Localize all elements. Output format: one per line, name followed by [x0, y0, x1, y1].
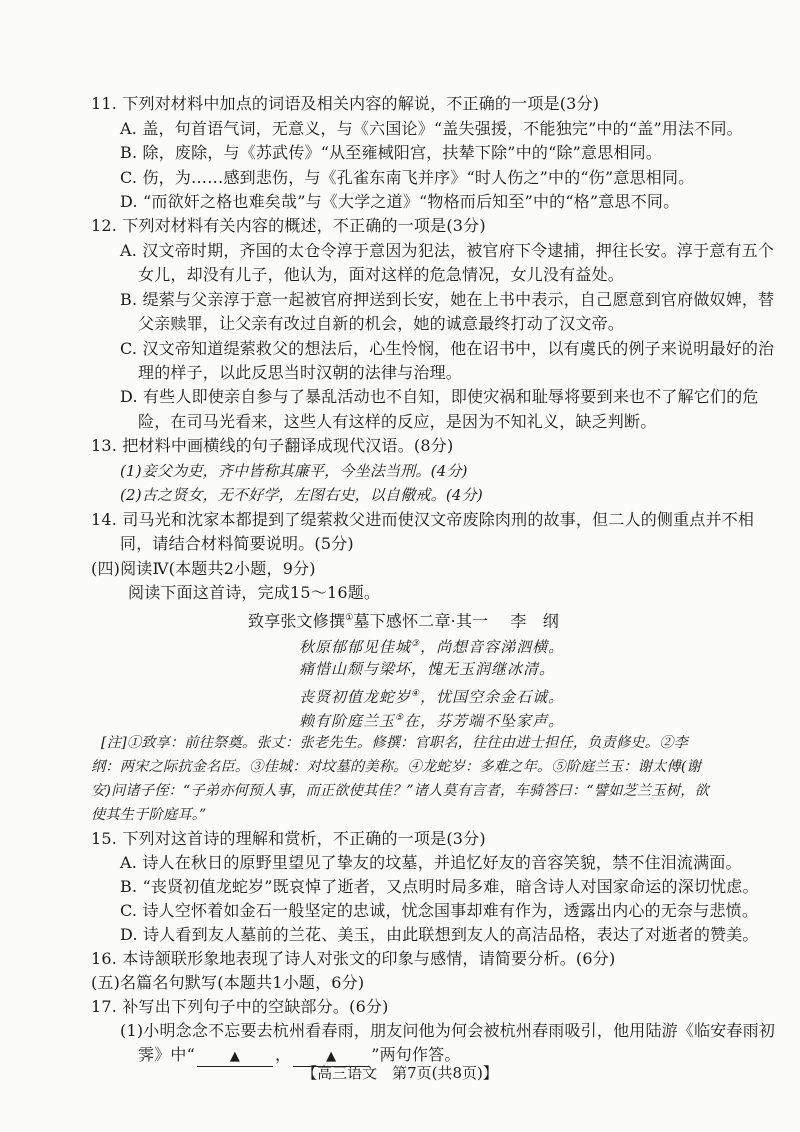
q17-quote-close: ”两句作答。 [371, 1045, 461, 1064]
q15-stem: 15. 下列对这首诗的理解和赏析，不正确的一项是(3分) [91, 829, 486, 848]
poem-title [248, 607, 559, 632]
q14-line2: 同，请结合材料简要说明。(5分) [120, 534, 354, 553]
blank-marker-icon: ▲ [326, 1049, 337, 1064]
q15-option-d: D. 诗人看到友人墓前的兰花、美玉，由此联想到友人的高洁品格，表达了对逝者的赞美。 [120, 925, 759, 944]
poem-line-4-note: ⑤ [395, 713, 405, 723]
poem-line-3-b: ，忧国空余金石诚。 [420, 688, 565, 706]
q11-option-d: D. “而欲奸之格也难矣哉”与《大学之道》“物格而后知至”中的“格”意思不同。 [120, 192, 680, 211]
q14-line1: 14. 司马光和沈家本都提到了缇萦救父进而使汉文帝废除肉刑的故事，但二人的侧重点并不相 [91, 510, 755, 529]
poem-note-line2: 纲：两宋之际抗金名臣。③佳城：对坟墓的美称。④龙蛇岁：多难之年。⑤阶庭兰玉：谢太傅(谢 [91, 759, 702, 775]
poem-line-3 [299, 683, 564, 708]
q15-option-c: C. 诗人空怀着如金石一般坚定的忠诚，忧念国事却难有作为，透露出内心的无奈与悲愤。 [120, 901, 759, 920]
q11-option-c: C. 伤，为……感到悲伤，与《孔雀东南飞并序》“时人伤之”中的“伤”意思相同。 [120, 168, 695, 187]
q13-sentence-2: (2)古之贤女，无不好学，左图右史，以自儆戒。(4分) [120, 486, 483, 504]
poem-line-1-b: ，尚想音容涕泗横。 [420, 638, 565, 656]
q11-option-b: B. 除，废除，与《苏武传》“从至雍棫阳宫，扶辇下除”中的“除”意思相同。 [120, 143, 663, 162]
q15-option-a: A. 诗人在秋日的原野里望见了挚友的坟墓，并追忆好友的音容笑貌，禁不住泪流满面。 [120, 853, 742, 872]
poem-title-rest: 墓下感怀二章·其一 [353, 611, 489, 631]
poem-line-4-b: 在，芬芳端不坠家声。 [404, 712, 565, 730]
q17-comma: ， [274, 1045, 292, 1064]
q13-stem: 13. 把材料中画横线的句子翻译成现代汉语。(8分) [91, 436, 454, 455]
poem-line-1-a: 秋原郁郁见佳城 [299, 638, 412, 656]
q12-option-c-line2: 理的样子，以此反思当时汉朝的法律与治理。 [138, 363, 463, 382]
poem-line-1 [299, 633, 564, 658]
poem-title-note-mark: ① [345, 613, 354, 623]
poem-line-4 [299, 707, 564, 732]
q12-option-b-line2: 父亲赎罪，让父亲有改过自新的机会，她的诚意最终打动了汉文帝。 [138, 314, 625, 333]
poem-line-3-a: 丧贤初值龙蛇岁 [299, 688, 412, 706]
q12-option-a-line2: 女儿，却没有儿子，他认为，面对这样的危急情况，女儿没有益处。 [138, 265, 625, 284]
poem-line-2: 痛惜山颓与梁坏，愧无玉润继冰清。 [299, 660, 556, 678]
q12-option-a-line1: A. 汉文帝时期，齐国的太仓令淳于意因为犯法，被官府下令逮捕，押往长安。淳于意有五个 [120, 241, 775, 260]
q15-option-b: B. “丧贤初值龙蛇岁”既哀悼了逝者，又点明时局多难，暗含诗人对国家命运的深切忧虑。 [120, 877, 759, 896]
section-4-heading: (四)阅读Ⅳ(本题共2小题，9分) [91, 559, 316, 578]
poem-author: 李 纲 [510, 611, 559, 631]
q13-sentence-1: (1)妾父为吏，齐中皆称其廉平，今坐法当刑。(4分) [120, 462, 468, 480]
poem-line-4-a: 赖有阶庭兰玉 [299, 712, 396, 730]
blank-marker-icon: ▲ [229, 1049, 241, 1064]
q12-option-b-line1: B. 缇萦与父亲淳于意一起被官府押送到长安，她在上书中表示，自己愿意到官府做奴婢，替 [120, 290, 775, 309]
q12-stem: 12. 下列对材料有关内容的概述，不正确的一项是(3分) [91, 216, 486, 235]
q12-option-d-line1: D. 有些人即使亲自参与了暴乱活动也不自知，即使灾祸和耻辱将要到来也不了解它们的危 [120, 387, 759, 406]
q17-quote-open: 霁》中“ [138, 1045, 195, 1064]
q16-stem: 16. 本诗颔联形象地表现了诗人对张文的印象与感情，请简要分析。(6分) [91, 949, 616, 968]
poem-line-1-note: ③ [411, 639, 421, 649]
q12-option-c-line1: C. 汉文帝知道缇萦救父的想法后，心生怜悯，他在诏书中，以有虞氏的例子来说明最好的治 [120, 339, 775, 358]
poem-title-main: 致享张文修撰 [248, 611, 346, 631]
q17-stem: 17. 补写出下列句子中的空缺部分。(6分) [91, 997, 389, 1016]
poem-note-line1: [注]①致享：前往祭奠。张丈：张老先生。修撰：官职名，往往由进士担任，负责修史。②李 [101, 735, 688, 751]
q12-option-d-line2: 险，在司马光看来，这些人有这样的反应，是因为不知礼义，缺乏判断。 [138, 412, 657, 431]
poem-note-line3: 安)问诸子侄：“子弟亦何预人事，而正欲使其佳？”诸人莫有言者，车骑答曰：“譬如芝兰玉树，欲 [91, 783, 709, 799]
page-footer: 【高三语文 第7页(共8页)】 [302, 1064, 498, 1082]
reading-instruction: 阅读下面这首诗，完成15～16题。 [128, 583, 381, 602]
q11-option-a: A. 盖，句首语气词，无意义，与《六国论》“盖失强援，不能独完”中的“盖”用法不同。 [120, 119, 743, 138]
section-5-heading: (五)名篇名句默写(本题共1小题，6分) [91, 973, 365, 992]
poem-line-3-note: ④ [411, 689, 421, 699]
poem-note-line4: 使其生于阶庭耳。” [91, 807, 207, 823]
q11-stem: 11. 下列对材料中加点的词语及相关内容的解说，不正确的一项是(3分) [91, 94, 600, 113]
q17-sentence-1-line1: (1)小明念念不忘要去杭州看春雨，朋友问他为何会被杭州春雨吸引，他用陆游《临安春雨初 [120, 1021, 776, 1040]
